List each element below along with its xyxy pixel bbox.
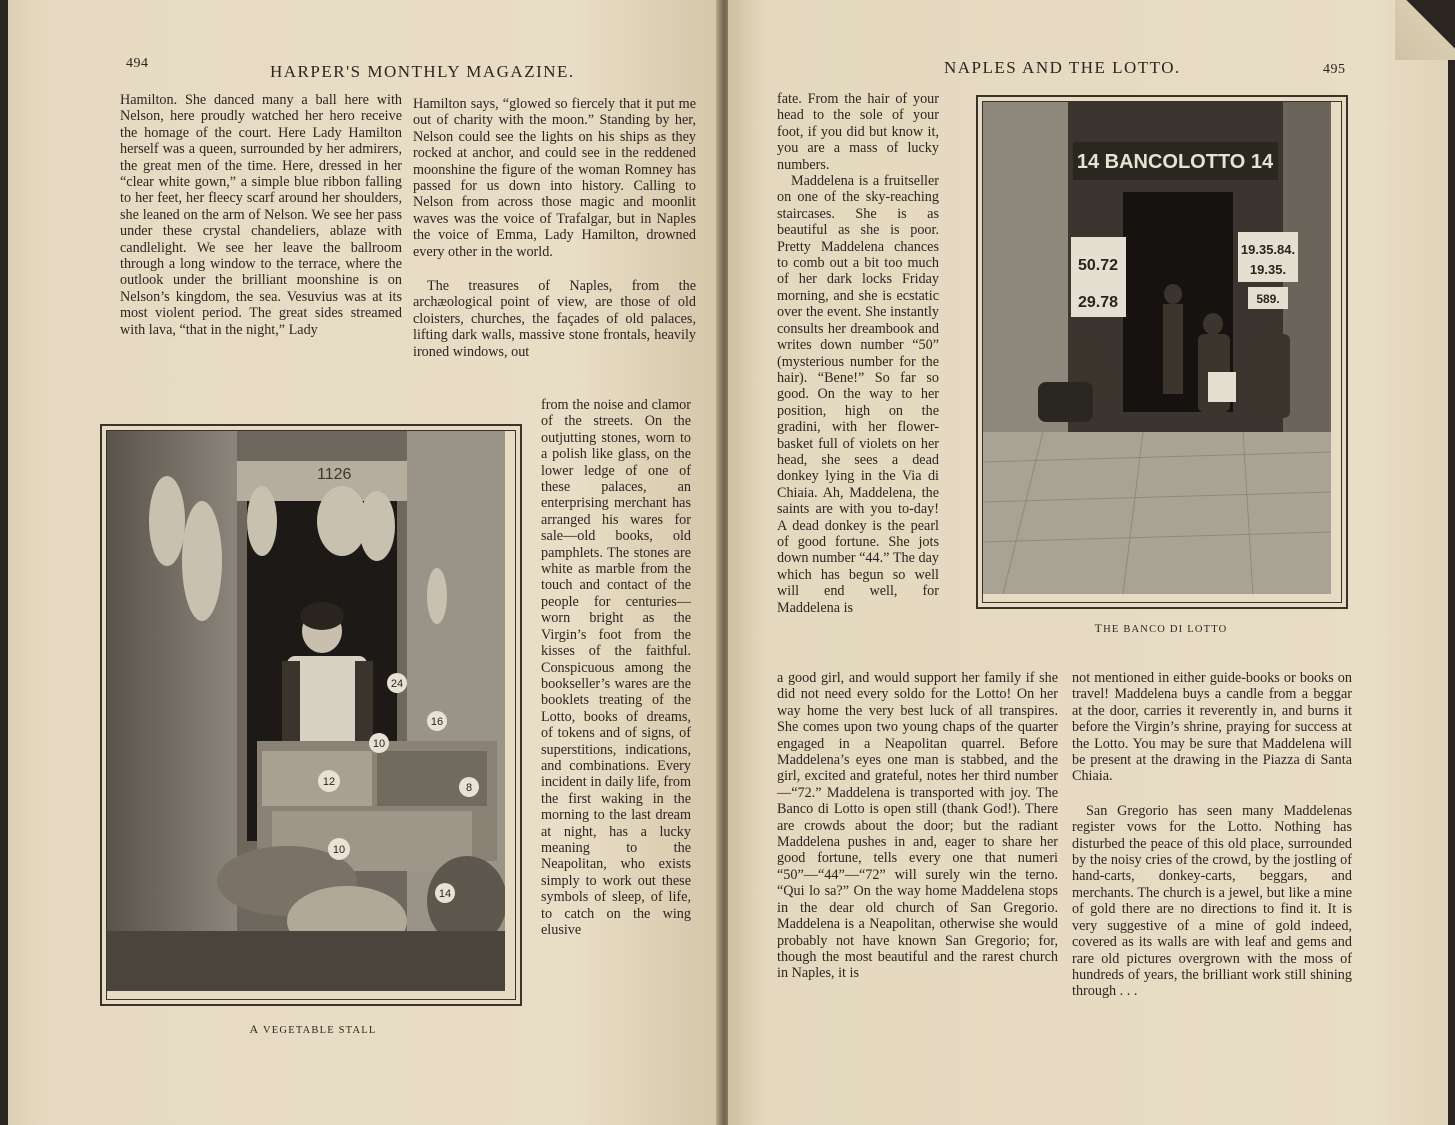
- left-page: [8, 0, 720, 1125]
- price-tag: 8: [465, 782, 473, 794]
- caption-vegetable-stall: A VEGETABLE STALL: [249, 1022, 377, 1036]
- paragraph: fate. From the hair of your head to the sole of your foot, if you did but know it, you are a mass of lucky numbers.: [777, 91, 939, 173]
- price-tag: 24: [390, 678, 404, 690]
- running-head-right: NAPLES AND THE LOTTO.: [944, 58, 1181, 77]
- placard-number: 589.: [1256, 292, 1280, 306]
- right-column-2: [1072, 670, 1352, 1000]
- page-number-left: 494: [126, 56, 149, 71]
- figure-banco-di-lotto: [976, 95, 1348, 609]
- placard-number: 19.35.: [1249, 262, 1287, 277]
- price-tag: 10: [372, 738, 386, 750]
- vegetable-stall-photo: [107, 431, 505, 991]
- photo-frame: [106, 430, 516, 1000]
- left-column-2-narrow: [541, 397, 691, 938]
- right-column-1-wide: [777, 670, 1058, 982]
- paragraph: from the noise and clamor of the streets. On the outjutting stones, worn to a polish like glass, on the lower ledge of one of these palaces, an enterprising merchant has arranged his wares for sale—old books, old pamphlets. The stones are white as marble from the touch and contact of the people for centuries—worn bright as the Virgin’s foot from the kisses of the faithful. Conspicuous among the bookseller’s wares are the booklets treating of the Lotto, books of dreams, of tokens and of signs, of superstitions, indications, and combinations. Every incident in daily life, from the first waking in the morning to the last dream at night, has a lucky meaning to the Neapolitan, who exists simply to work out these symbols of sleep, of life, to catch on the wing elusive: [541, 397, 691, 938]
- paragraph: The treasures of Naples, from the archæological point of view, are those of old cloisters, churches, the façades of old palaces, lifting dark walls, massive stone frontals, heavily ironed windows, out: [413, 278, 696, 360]
- paragraph: a good girl, and would support her family if she did not need every soldo for the Lotto! On her way home the very best luck of all transpires. She comes upon two young chaps of the quarter engaged in a Neapolitan quarrel. Before Maddelena’s eyes one man is stabbed, and the girl, excited and grateful, notes her third number—“72.” Maddelena is transported with joy. The Banco di Lotto is open still (thank God!). There are crowds about the door; but the radiant Maddelena pushes in and, eager to share her good fortune, tells every one that numeri “50”—“44”—“72” will surely win the terno. “Qui lo sa?” On the way home Maddelena stops in the dear old church of San Gregorio. Maddelena is a Neapolitan, otherwise she would probably not have known San Gregorio; for, though the most beautiful and the rarest church in Naples, it is: [777, 670, 1058, 982]
- banco-lotto-sign: 14 BANCOLOTTO 14: [1076, 151, 1274, 173]
- stall-sign-number: 1126: [317, 466, 352, 483]
- price-tag: 10: [332, 844, 346, 856]
- paragraph: San Gregorio has seen many Maddelenas register vows for the Lotto. Nothing has disturbed the peace of this old place, surrounded by the noisy cries of the crowd, by the jostling of hand-carts, donkey-carts, beggars, and merchants. The church is a jewel, but like a mine of gold there are no directions to find it. It is very suggestive of a mine of gold indeed, covered as its walls are with leaf and gems and rare old pictures overgrown with the moss of hundreds of years, the brilliant work still shining through . . .: [1072, 802, 1352, 1000]
- price-tag: 16: [430, 716, 444, 728]
- placard-number: 50.72: [1077, 257, 1119, 274]
- left-column-1: [120, 92, 402, 338]
- paragraph: Hamilton. She danced many a ball here with Nelson, here proudly watched her hero receive the homage of the court. Here Lady Hamilton herself was a queen, surrounded by her admirers, the great men of the time. Here, dressed in her “clear white gown,” a simple blue ribbon falling to her feet, her fleecy scarf around her shoulders, she leaned on the arm of Nelson. We see her pass under these crystal chandeliers, ablaze with candlelight. We see her leave the ballroom through a long window to the terrace, where the outlook under the brilliant moonshine is on Nelson’s kingdom, the sea. Vesuvius was at its most violent period. The great sides streamed with lava, “that in the night,” Lady: [120, 92, 402, 338]
- right-column-1-narrow: [777, 91, 939, 616]
- placard-number: 19.35.84.: [1240, 242, 1296, 257]
- folded-corner: [1395, 0, 1455, 60]
- figure-vegetable-stall: [100, 424, 522, 1006]
- page-number-right: 495: [1323, 62, 1346, 77]
- right-page: [728, 0, 1448, 1125]
- paragraph: Maddelena is a fruitseller on one of the sky-reaching staircases. She is as beautiful as she is poor. Pretty Maddelena chances to comb out a bit too much of her dark locks Friday morning, and she is ecstatic over the event. She instantly consults her dreambook and writes down number “50” (mysterious number for the hair). “Bene!” So far so good. On the way to her position, high on the gradini, with her flower-basket full of violets on her head, she sees a dead donkey lying in the Via di Chiaia. Ah, Maddelena, the saints are with you to-day! A dead donkey is the pearl of good fortune. She jots down number “44.” The day which has begun so well will end well, for Maddelena is: [777, 173, 939, 616]
- placard-number: 29.78: [1077, 294, 1119, 311]
- paragraph: Hamilton says, “glowed so fiercely that it put me out of charity with the moon.” Standing by her, Nelson could see the lights on his ships as they rocked at anchor, and could see in the reddened moonshine the figure of the woman Romney has passed for us down into history. Calling to Nelson from across those magic and moonlit waves was the voice of Trafalgar, but in Naples the voice of Emma, Lady Hamilton, drowned every other in the world.: [413, 96, 696, 260]
- caption-banco-di-lotto: THE BANCO DI LOTTO: [1094, 621, 1228, 635]
- photo-frame: [982, 101, 1342, 603]
- price-tag: 12: [322, 776, 336, 788]
- price-tag: 14: [438, 888, 452, 900]
- running-head-left: HARPER'S MONTHLY MAGAZINE.: [270, 62, 575, 81]
- banco-lotto-photo: [983, 102, 1331, 594]
- left-column-2-top: [413, 96, 696, 360]
- paragraph: not mentioned in either guide-books or books on travel! Maddelena buys a candle from a beggar at the door, carries it reverently in, and burns it before the Virgin’s shrine, praying for success at the Lotto. You may be sure that Maddelena will be present at the drawing in the Piazza di Santa Chiaia.: [1072, 670, 1352, 785]
